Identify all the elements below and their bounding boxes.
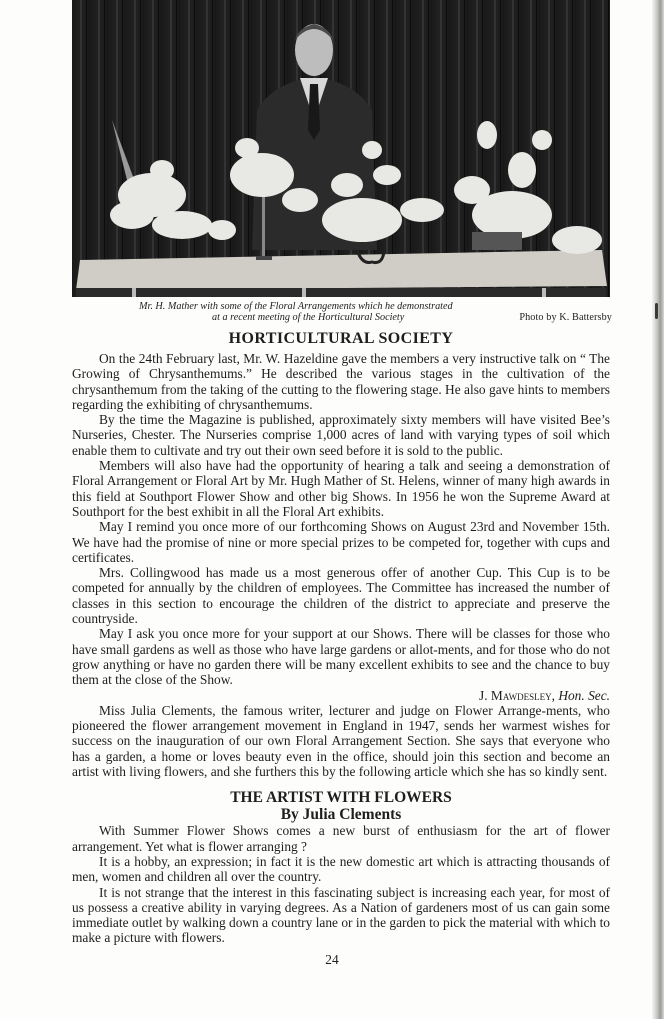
edge-mark <box>655 303 658 319</box>
article-artist-with-flowers <box>72 789 610 945</box>
page-number: 24 <box>325 952 339 967</box>
paragraph: On the 24th February last, Mr. W. Hazeldine gave the members a very instructive talk on “ The Growing of Chrysanthemums.” He described the various stages in the cultivation of the chrysanthemum from the taking of the cutting to the flowering stage. He also gave hints to members regarding the exhibiting of chrysanthemums. <box>72 351 610 412</box>
photo-credit: Photo by K. Battersby <box>519 312 612 323</box>
article-content <box>72 330 610 946</box>
paragraph: May I remind you once more of our forthcoming Shows on August 23rd and November 15th. We have had the promise of nine or more special prizes to be competed for, together with cups and certificates. <box>72 519 610 565</box>
signature <box>72 688 610 703</box>
page-binding-shadow <box>652 0 664 1019</box>
paragraph: Miss Julia Clements, the famous writer, lecturer and judge on Flower Arrange-ments, who pioneered the flower arrangement movement in England in 1947, sends her warmest wishes for success on the inauguration of our own Floral Arrangement Section. She says that everyone who has a garden, a home or loves beauty even in the office, should join this section and become an artist with living flowers, and she furthers this by the following article which she has so kindly sent. <box>72 702 610 780</box>
paragraph: With Summer Flower Shows comes a new burst of enthusiasm for the art of flower arrangement. Yet what is flower arranging ? <box>72 823 610 854</box>
paragraph: It is a hobby, an expression; in fact it is the new domestic art which is attracting thousands of men, women and children all over the country. <box>72 853 610 885</box>
photo-illustration <box>72 0 610 297</box>
photo-caption <box>72 301 612 323</box>
section-title-artist-with-flowers: THE ARTIST WITH FLOWERS <box>230 789 452 807</box>
photo-floral-arrangements <box>72 0 610 297</box>
signature-title: Hon. Sec. <box>558 687 610 703</box>
paragraph: It is not strange that the interest in this fascinating subject is increasing each year, for most of us possess a creative ability in varying degrees. As a Nation of gardeners most of us can gain some immediate outlet by walking down a country lane or in the garden to pick the material with which to make a picture with flowers. <box>72 884 610 946</box>
caption-line-1: Mr. H. Mather with some of the Floral Arrangements which he demonstrated <box>139 301 453 312</box>
byline: By Julia Clements <box>280 806 402 824</box>
caption-line-2: at a recent meeting of the Horticultural Society <box>212 312 405 323</box>
paragraph: Mrs. Collingwood has made us a most generous offer of another Cup. This Cup is to be competed for annually by the children of employees. The Committee has increased the number of classes in this section to encourage the children of the district to appreciate and preserve the countryside. <box>72 565 610 627</box>
paragraph: By the time the Magazine is published, approximately sixty members will have visited Bee’s Nurseries, Chester. The Nurseries comprise 1,000 acres of land with varying types of soil which enable them to cultivate and try out their own seed before it is sold to the public. <box>72 412 610 458</box>
paragraph: May I ask you once more for your support at our Shows. There will be classes for those who have small gardens as well as those who have large gardens or allot-ments, and for those who do not grow anything or have no garden there will be many excellent exhibits to see and the chance to buy them at the close of the Show. <box>72 626 610 688</box>
paragraph: Members will also have had the opportunity of hearing a talk and seeing a demonstration of Floral Arrangement or Floral Art by Mr. Hugh Mather of St. Helens, winner of many high awards in this field at Southport Flower Show and other big Shows. In 1956 he won the Supreme Award at Southport for the best exhibit in all the Floral Art exhibits. <box>72 458 610 519</box>
section-title-horticultural-society: HORTICULTURAL SOCIETY <box>228 330 454 347</box>
signature-name: J. Mawdesley, <box>479 687 555 703</box>
